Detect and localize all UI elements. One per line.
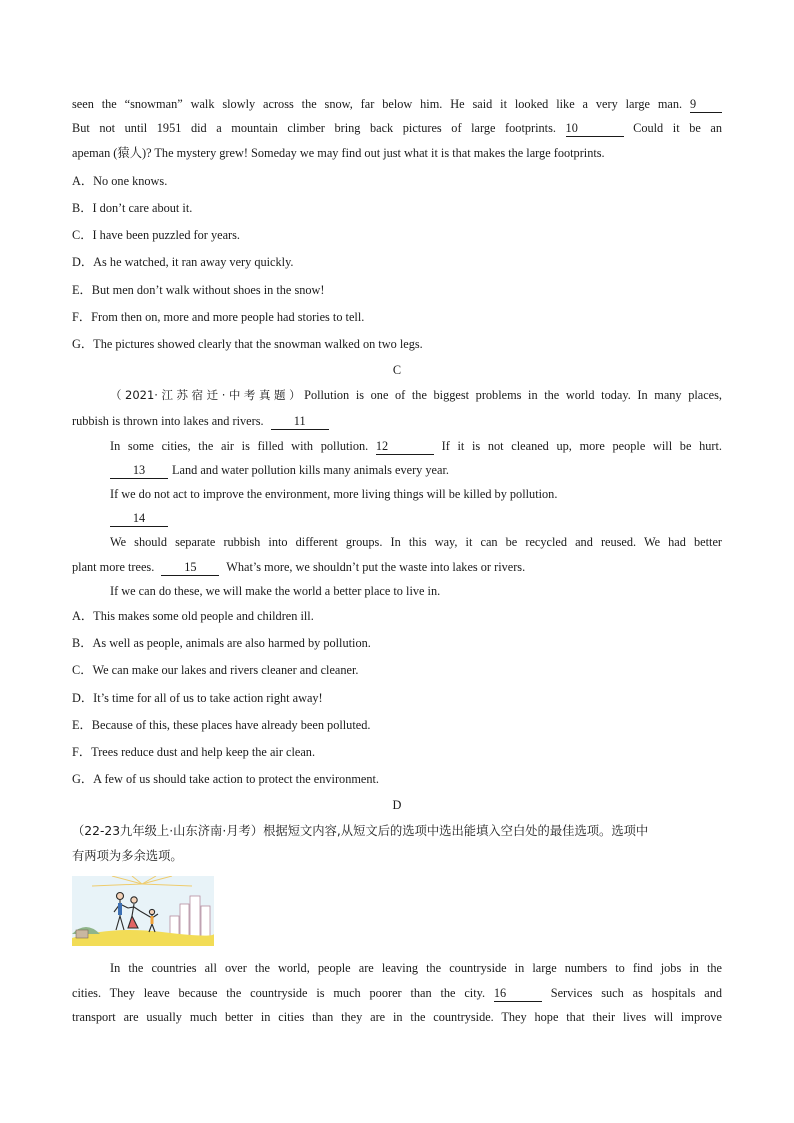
source-label: （2021·江苏宿迁·中考真题） [110, 388, 305, 402]
text: Could it be an [633, 121, 722, 135]
text: cities. They leave because the countryside is much poorer than the city. [72, 986, 486, 1000]
blank-9[interactable]: 9 [690, 98, 722, 113]
option-b-g: G．The pictures showed clearly that the snowman walked on two legs. [72, 337, 423, 351]
blank-14[interactable]: 14 [110, 512, 168, 527]
section-heading-d: D [392, 798, 402, 812]
passage-b-line-2 [72, 122, 722, 137]
option-c-c: C．We can make our lakes and rivers cleaner and cleaner. [72, 663, 359, 677]
option-c-f: F．Trees reduce dust and help keep the air clean. [72, 745, 316, 759]
blank-11[interactable]: 11 [271, 415, 329, 430]
option-b-c: C．I have been puzzled for years. [72, 228, 240, 242]
blank-12[interactable]: 12 [376, 440, 434, 455]
passage-b-line-1 [72, 98, 722, 113]
text: seen the “snowman” walk slowly across the snow, far below him. He said it looked like a very large man. [72, 97, 683, 111]
blank-16[interactable]: 16 [494, 987, 542, 1002]
text: rubbish is thrown into lakes and rivers. [72, 414, 264, 428]
passage-d-instruction-2: 有两项为多余选项。 [72, 849, 183, 863]
text: Land and water pollution kills many animals every year. [172, 463, 449, 477]
passage-d-instruction-1: （22-23九年级上·山东济南·月考）根据短文内容,从短文后的选项中选出能填入空白处的最佳选项。选项中 [72, 824, 649, 838]
option-c-b: B．As well as people, animals are also harmed by pollution. [72, 636, 371, 650]
text: What’s more, we shouldn’t put the waste into lakes or rivers. [226, 560, 526, 574]
blank-10[interactable]: 10 [566, 122, 624, 137]
option-b-f: F．From then on, more and more people had stories to tell. [72, 310, 365, 324]
option-c-a: A．This makes some old people and children ill. [72, 609, 314, 623]
option-b-a: A．No one knows. [72, 174, 168, 188]
text: plant more trees. [72, 560, 155, 574]
blank-15[interactable]: 15 [161, 561, 219, 576]
passage-d-line-3: transport are usually much better in cities than they are in the countryside. They hope that their lives will improve [72, 1010, 722, 1024]
passage-c-line-7: We should separate rubbish into different groups. In this way, it can be recycled and reused. We had better [110, 535, 722, 549]
passage-c-line-8 [72, 561, 722, 576]
option-b-b: B．I don’t care about it. [72, 201, 193, 215]
option-c-g: G．A few of us should take action to protect the environment. [72, 772, 380, 786]
text: If it is not cleaned up, more people will be hurt. [441, 439, 722, 453]
passage-c-line-2 [72, 415, 722, 430]
passage-d-line-2 [72, 987, 722, 1002]
passage-c-line-6 [110, 512, 722, 527]
passage-c-intro [110, 389, 722, 402]
option-c-e: E．Because of this, these places have already been polluted. [72, 718, 371, 732]
text: Pollution is one of the biggest problems in the world today. In many places, [304, 388, 722, 402]
option-b-d: D．As he watched, it ran away very quickly. [72, 255, 294, 269]
text: In some cities, the air is filled with pollution. [110, 439, 369, 453]
family-walking-illustration [72, 876, 214, 946]
blank-13[interactable]: 13 [110, 464, 168, 479]
passage-c-line-9: If we can do these, we will make the world a better place to live in. [110, 584, 441, 598]
section-heading-c: C [392, 363, 402, 377]
passage-b-line-3: apeman (猿人)? The mystery grew! Someday we may find out just what it is that makes the large footprints. [72, 146, 605, 160]
passage-c-line-5: If we do not act to improve the environment, more living things will be killed by pollution. [110, 487, 558, 501]
text: Services such as hospitals and [550, 986, 722, 1000]
text: But not until 1951 did a mountain climber bring back pictures of large footprints. [72, 121, 556, 135]
passage-d-line-1: In the countries all over the world, people are leaving the countryside in large numbers to find jobs in the [110, 961, 722, 975]
option-b-e: E．But men don’t walk without shoes in the snow! [72, 283, 325, 297]
option-c-d: D．It’s time for all of us to take action right away! [72, 691, 323, 705]
passage-c-line-3 [110, 440, 722, 455]
passage-c-line-4 [110, 464, 722, 479]
